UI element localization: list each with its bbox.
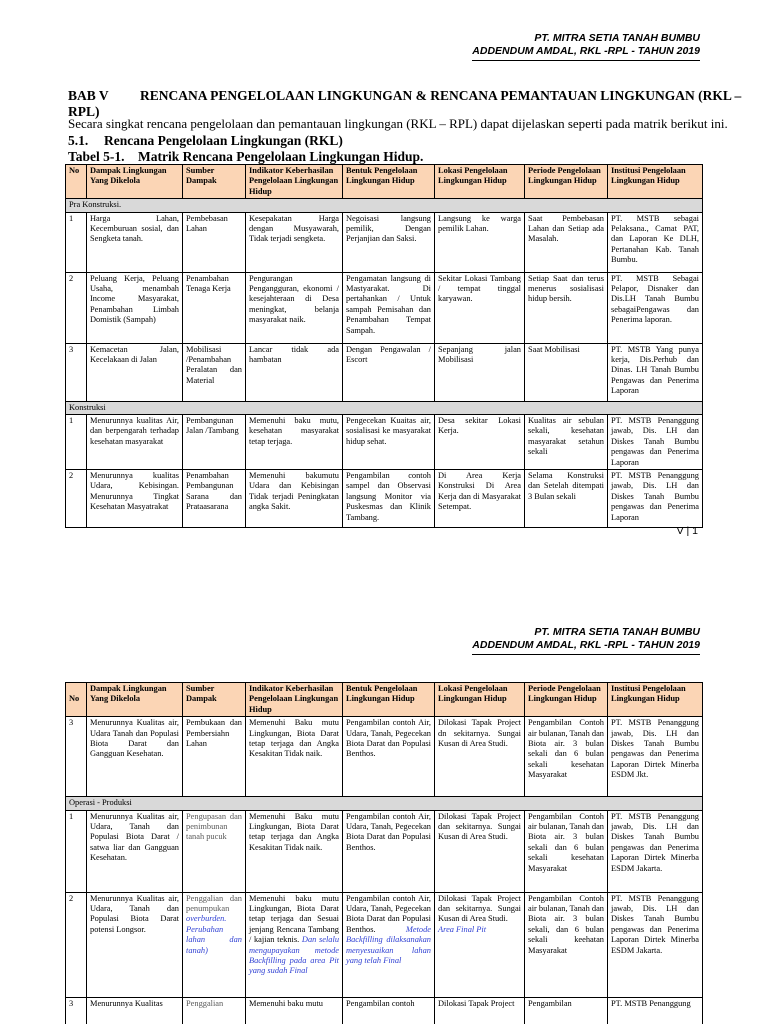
col-lokasi: Lokasi Pengelolaan Lingkungan Hidup (435, 683, 525, 717)
lokasi-text: Dilokasi Tapak Project dan sekitarnya. Sungai Kusan di Area Studi. (438, 893, 521, 924)
cell-bentuk: Pengambilan contoh Air, Udara, Tanah, Pegecekan Biota Darat dan Populasi Benthos. (343, 717, 435, 797)
cell-sumber: Penambahan Tenaga Kerja (183, 272, 246, 343)
cell-indikator: Lancar tidak ada hambatan (246, 343, 343, 401)
cell-institusi: PT. MSTB sebagai Pelaksana., Camat PAT, dan Laporan Ke DLH, Pertanahan Kab. Tanah Bumbu. (608, 212, 703, 272)
cell-no: 1 (66, 810, 87, 892)
cell-indikator: Kesepakatan Harga dengan Musyawarah, Tidak terjadi sengketa. (246, 212, 343, 272)
bentuk-text: Pengambilan contoh Air, Udara, Tanah, Pegecekan Biota Darat dan Populasi Benthos. (346, 893, 431, 934)
cell-institusi: PT. MSTB Penanggung jawab, Dis. LH dan Diskes Tanah Bumbu pengawas dan Penerima Laporan Dirtek Minerba ESDM Jakarta. (608, 892, 703, 997)
col-bentuk: Bentuk Pengelolaan Lingkungan Hidup (343, 165, 435, 199)
cell-indikator: Memenuhi bakumutu Udara dan Kebisingan Tidak terjadi Peningkatan angka Sakit. (246, 470, 343, 528)
cell-no: 1 (66, 212, 87, 272)
cell-institusi: PT. MSTB Penanggung jawab, Dis. LH dan Diskes Tanah Bumbu pengawas dan Penerima Laporan Dirtek Minerba ESDM Jkt. (608, 717, 703, 797)
table-row (66, 470, 703, 528)
col-periode: Periode Pengelolaan Lingkungan Hidup (525, 683, 608, 717)
cell-no: 2 (66, 272, 87, 343)
cell-dampak: Kemacetan Jalan, Kecelakaan di Jalan (87, 343, 183, 401)
cell-sumber: Pembebasan Lahan (183, 212, 246, 272)
cell-dampak: Menurunnya Kualitas air, Udara, Tanah dan Populasi Biota Darat potensi Longsor. (87, 892, 183, 997)
col-lokasi: Lokasi Pengelolaan Lingkungan Hidup (435, 165, 525, 199)
cell-bentuk: Pengecekan Kuaitas air, sosialisasi ke masyarakat hidup sehat. (343, 415, 435, 470)
rkl-matrix-table-p2 (65, 682, 703, 1024)
indikator-text-highlight: Dan selalu mengupayakan metode Backfilling pada area Pit yang sudah Final (249, 935, 340, 976)
section-row (66, 199, 703, 212)
cell-periode: Pengambilan Contoh air bulanan, Tanah dan Biota air. 3 bulan sekali dan 6 bulan sekali kesehatan Masyarakat (525, 810, 608, 892)
cell-institusi: PT. MSTB Penanggung jawab, Dis. LH dan Diskes Tanah Bumbu pengawas dan Penerima Laporan (608, 470, 703, 528)
cell-dampak: Menurunnya kualitas Udara, Kebisingan. Menurunnya Tingkat Kesehatan Masyatrakat (87, 470, 183, 528)
header-company: PT. MITRA SETIA TANAH BUMBU (534, 626, 700, 638)
cell-lokasi: Desa sekitar Lokasi Kerja. (435, 415, 525, 470)
cell-no: 2 (66, 892, 87, 997)
cell-bentuk: Pengambilan contoh (343, 997, 435, 1024)
sumber-text-note: Perubahan lahan dan tanah) (186, 924, 242, 955)
cell-periode: Selama Konstruksi dan Setelah ditempati 3 Bulan sekali (525, 470, 608, 528)
table-title: Matrik Rencana Pengelolaan Lingkungan Hidup. (138, 149, 424, 164)
cell-institusi: PT. MSTB Penanggung jawab, Dis. LH dan Diskes Tanah Bumbu pengawas dan Penerima Laporan (608, 415, 703, 470)
cell-sumber: Pembukaan dan Pembersiahn Lahan (183, 717, 246, 797)
cell-bentuk: Negoisasi langsung pemilik, Dengan Perjanjian dan Saksi. (343, 212, 435, 272)
cell-bentuk: Pengambilan contoh sampel dan Observasi langsung Monitor via Puskesmas dan Klinik Tambang. (343, 470, 435, 528)
table-row (66, 415, 703, 470)
cell-no: 3 (66, 343, 87, 401)
cell-institusi: PT. MSTB Yang punya kerja, Dis.Perhub dan Dinas. LH Tanah Bumbu Pengawas dan Penerima Laporan (608, 343, 703, 401)
page-header (472, 626, 700, 655)
cell-dampak: Menurunnya Kualitas (87, 997, 183, 1024)
section-label-pra: Pra Konstruksi. (66, 199, 703, 212)
table-row (66, 717, 703, 797)
col-periode: Periode Pengelolaan Lingkungan Hidup (525, 165, 608, 199)
col-indikator: Indikator Keberhasilan Pengelolaan Lingkungan Hidup (246, 683, 343, 717)
cell-periode: Pengambilan Contoh air bulanan, Tanah dan Biota air. 3 bulan sekali dan 6 bulan sekali kesehatan Masyarakat (525, 717, 608, 797)
cell-indikator: Memenuhi Baku mutu Lingkungan, Biota Darat tetap terjaga dan Angka Kesakitan Tidak naik. (246, 810, 343, 892)
rkl-matrix-table-p1 (65, 164, 703, 528)
cell-periode: Setiap Saat dan terus menerus sosialisasi hidup bersih. (525, 272, 608, 343)
section-label-konstruksi: Konstruksi (66, 401, 703, 414)
table-row (66, 997, 703, 1024)
cell-bentuk (343, 892, 435, 997)
cell-periode: Pengambilan (525, 997, 608, 1024)
cell-lokasi: Sekitar Lokasi Tambang / tempat tinggal karyawan. (435, 272, 525, 343)
document-page-2 (0, 569, 768, 1024)
cell-sumber: Pembangunan Jalan /Tambang (183, 415, 246, 470)
col-no: No (66, 683, 87, 717)
section-row (66, 401, 703, 414)
page-gap (0, 557, 768, 569)
cell-sumber: Penambahan Pembangunan Sarana dan Prataasarana (183, 470, 246, 528)
cell-indikator: Memenuhi baku mutu, kesehatan masyarakat tetap terjaga. (246, 415, 343, 470)
cell-lokasi: Dilokasi Tapak Project (435, 997, 525, 1024)
cell-indikator: Memenuhi Baku mutu Lingkungan, Biota Darat tetap terjaga dan Angka Kesakitan Tidak naik. (246, 717, 343, 797)
cell-institusi: PT. MSTB Penanggung (608, 997, 703, 1024)
col-institusi: Institusi Pengelolaan Lingkungan Hidup (608, 165, 703, 199)
cell-sumber: Penggalian (183, 997, 246, 1024)
col-dampak: Dampak Lingkungan Yang Dikelola (87, 683, 183, 717)
cell-institusi: PT. MSTB Sebagai Pelapor, Disnaker dan Dis.LH Tanah Bumbu sebagaiPengawas dan Penerima laporan. (608, 272, 703, 343)
table-row (66, 892, 703, 997)
cell-bentuk: Dengan Pengawalan / Escort (343, 343, 435, 401)
table-header-row (66, 683, 703, 717)
col-dampak: Dampak Lingkungan Yang Dikelola (87, 165, 183, 199)
cell-lokasi: Di Area Kerja Konstruksi Di Area Kerja dan di Masyarakat Setempat. (435, 470, 525, 528)
indikator-text: Memenuhi baku mutu Lingkungan, Biota Darat tetap terjaga dan Sesuai jenjang Rencana Tambang / kajian teknis. (249, 893, 339, 945)
cell-lokasi: Sepanjang jalan Mobilisasi (435, 343, 525, 401)
page-header (472, 32, 700, 61)
table-row (66, 212, 703, 272)
section-title: Rencana Pengelolaan Lingkungan (RKL) (104, 133, 343, 148)
lokasi-text-highlight: Area Final Pit (438, 924, 487, 934)
cell-no: 3 (66, 997, 87, 1024)
cell-sumber (183, 892, 246, 997)
cell-sumber: Pengupasan dan penimbunan tanah pucuk (183, 810, 246, 892)
col-sumber: Sumber Dampak (183, 165, 246, 199)
col-institusi: Institusi Pengelolaan Lingkungan Hidup (608, 683, 703, 717)
table-row (66, 343, 703, 401)
cell-no: 2 (66, 470, 87, 528)
cell-dampak: Harga Lahan, Kecemburuan sosial, dan Sengketa tanah. (87, 212, 183, 272)
cell-periode: Saat Mobilisasi (525, 343, 608, 401)
cell-dampak: Peluang Kerja, Peluang Usaha, menambah Income Masyarakat, Penambahan Limbah Domistik (Sampah) (87, 272, 183, 343)
section-number: 5.1. (68, 133, 89, 148)
cell-periode: Saat Pembebasan Lahan dan Setiap ada Masalah. (525, 212, 608, 272)
cell-no: 3 (66, 717, 87, 797)
cell-lokasi: Langsung ke warga pemilik Lahan. (435, 212, 525, 272)
header-document: ADDENDUM AMDAL, RKL -RPL - TAHUN 2019 (472, 639, 700, 655)
col-no: No (66, 165, 87, 199)
table-header-row (66, 165, 703, 199)
header-document: ADDENDUM AMDAL, RKL -RPL - TAHUN 2019 (472, 45, 700, 61)
cell-lokasi: Dilokasi Tapak Project dan sekitarnya. Sungai Kusan di Area Studi. (435, 810, 525, 892)
table-caption (68, 149, 423, 165)
cell-periode: Kualitas air sebulan sekali, kesehatan masyarakat setahun sekali (525, 415, 608, 470)
col-indikator: Indikator Keberhasilan Pengelolaan Lingkungan Hidup (246, 165, 343, 199)
sumber-text-highlight: overburden. (186, 914, 227, 924)
section-row (66, 797, 703, 810)
section-heading (68, 133, 343, 149)
chapter-number: BAB V (68, 88, 109, 103)
section-label-operasi: Operasi - Produksi (66, 797, 703, 810)
cell-indikator: Pengurangan Pengangguran, ekonomi / kesejahteraan di Desa meningkat, belanja masyarakat naik. (246, 272, 343, 343)
col-sumber: Sumber Dampak (183, 683, 246, 717)
cell-bentuk: Pengambilan contoh Air, Udara, Tanah, Pegecekan Biota Darat dan Populasi Benthos. (343, 810, 435, 892)
cell-no: 1 (66, 415, 87, 470)
page-number: V | 1 (676, 525, 698, 537)
cell-sumber: Mobilisasi /Penambahan Peralatan dan Material (183, 343, 246, 401)
chapter-title: RENCANA PENGELOLAAN LINGKUNGAN & RENCANA PEMANTAUAN LINGKUNGAN (RKL – RPL) (68, 88, 742, 119)
cell-lokasi (435, 892, 525, 997)
sumber-text: Penggalian dan penumpukan (186, 893, 242, 914)
cell-indikator: Memenuhi baku mutu (246, 997, 343, 1024)
cell-dampak: Menurunnya kualitas Air, dan berpengarah terhadap kesehatan masyarakat (87, 415, 183, 470)
table-number: Tabel 5-1. (68, 149, 125, 164)
cell-lokasi: Dilokasi Tapak Project dn sekitarnya. Sungai Kusan di Area Studi. (435, 717, 525, 797)
cell-bentuk: Pengamatan langsung di Mastyarakat. Di pertahankan / Untuk sampah Pemisahan dan Penambahan Tempat Sampah. (343, 272, 435, 343)
cell-dampak: Menurunnya Kualitas air, Udara, Tanah dan Populasi Biota Darat / satwa liar dan Gangguan Kesehatan. (87, 810, 183, 892)
cell-dampak: Menurunnya Kualitas air, Udara Tanah dan Populasi Biota Darat dan Gangguan Kesehatan. (87, 717, 183, 797)
table-row (66, 810, 703, 892)
col-bentuk: Bentuk Pengelolaan Lingkungan Hidup (343, 683, 435, 717)
header-company: PT. MITRA SETIA TANAH BUMBU (534, 32, 700, 44)
table-row (66, 272, 703, 343)
cell-institusi: PT. MSTB Penanggung jawab, Dis. LH dan Diskes Tanah Bumbu pengawas dan Penerima Laporan Dirtek Minerba ESDM Jakarta. (608, 810, 703, 892)
bentuk-text-highlight: Metode Backfilling dilaksanakan menyesuaikan lahan yang telah Final (346, 924, 431, 966)
cell-indikator (246, 892, 343, 997)
intro-paragraph: Secara singkat rencana pengelolaan dan pemantauan lingkungan (RKL – RPL) dapat dijelaskan seperti pada matrik berikut ini. (68, 116, 728, 131)
cell-periode: Pengambilan Contoh air bulanan, Tanah dan Biota air. 3 bulan sekali, dan 6 bulan sekali keehatan Masyarakat (525, 892, 608, 997)
